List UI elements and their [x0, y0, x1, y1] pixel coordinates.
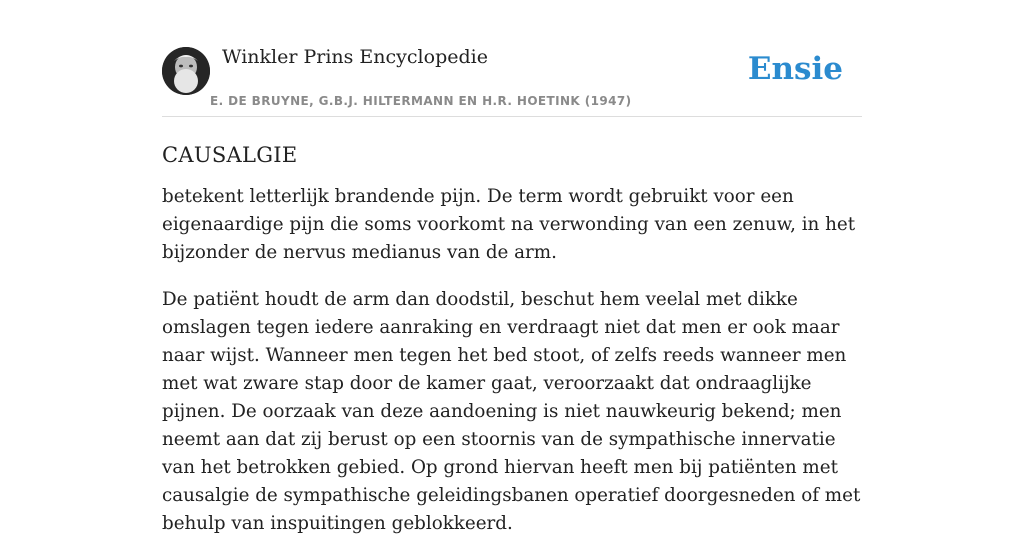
article-container [162, 0, 862, 538]
entry-title: CAUSALGIE [162, 143, 298, 167]
author-avatar [162, 47, 210, 95]
article-paragraph: betekent letterlijk brandende pijn. De term wordt gebruikt voor een eigenaardige pijn die soms voorkomt na verwonding van een zenuw, in het bijzonder de nervus medianus van de arm. [162, 186, 856, 263]
authors-line: E. DE BRUYNE, G.B.J. HILTERMANN EN H.R. HOETINK (1947) [210, 94, 632, 108]
article-paragraph: De patiënt houdt de arm dan doodstil, beschut hem veelal met dikke omslagen tegen iedere aanraking en verdraagt niet dat men er ook maar naar wijst. Wanneer men tegen het bed stoot, of zelfs reeds wanneer men met wat zware stap door de kamer gaat, veroorzaakt dat ondraaglijke pijnen. De oorzaak van deze aandoening is niet nauwkeurig bekend; men neemt aan dat zij berust op een stoornis van de sympathische innervatie van het betrokken gebied. Op grond hiervan heeft men bij patiënten met causalgie de sympathische geleidingsbanen operatief doorgesneden of met behulp van inspuitingen geblokkeerd. [162, 289, 861, 534]
brand-logo[interactable]: Ensie [747, 51, 843, 87]
publication-title[interactable]: Winkler Prins Encyclopedie [222, 46, 488, 68]
publication-header [162, 0, 862, 117]
